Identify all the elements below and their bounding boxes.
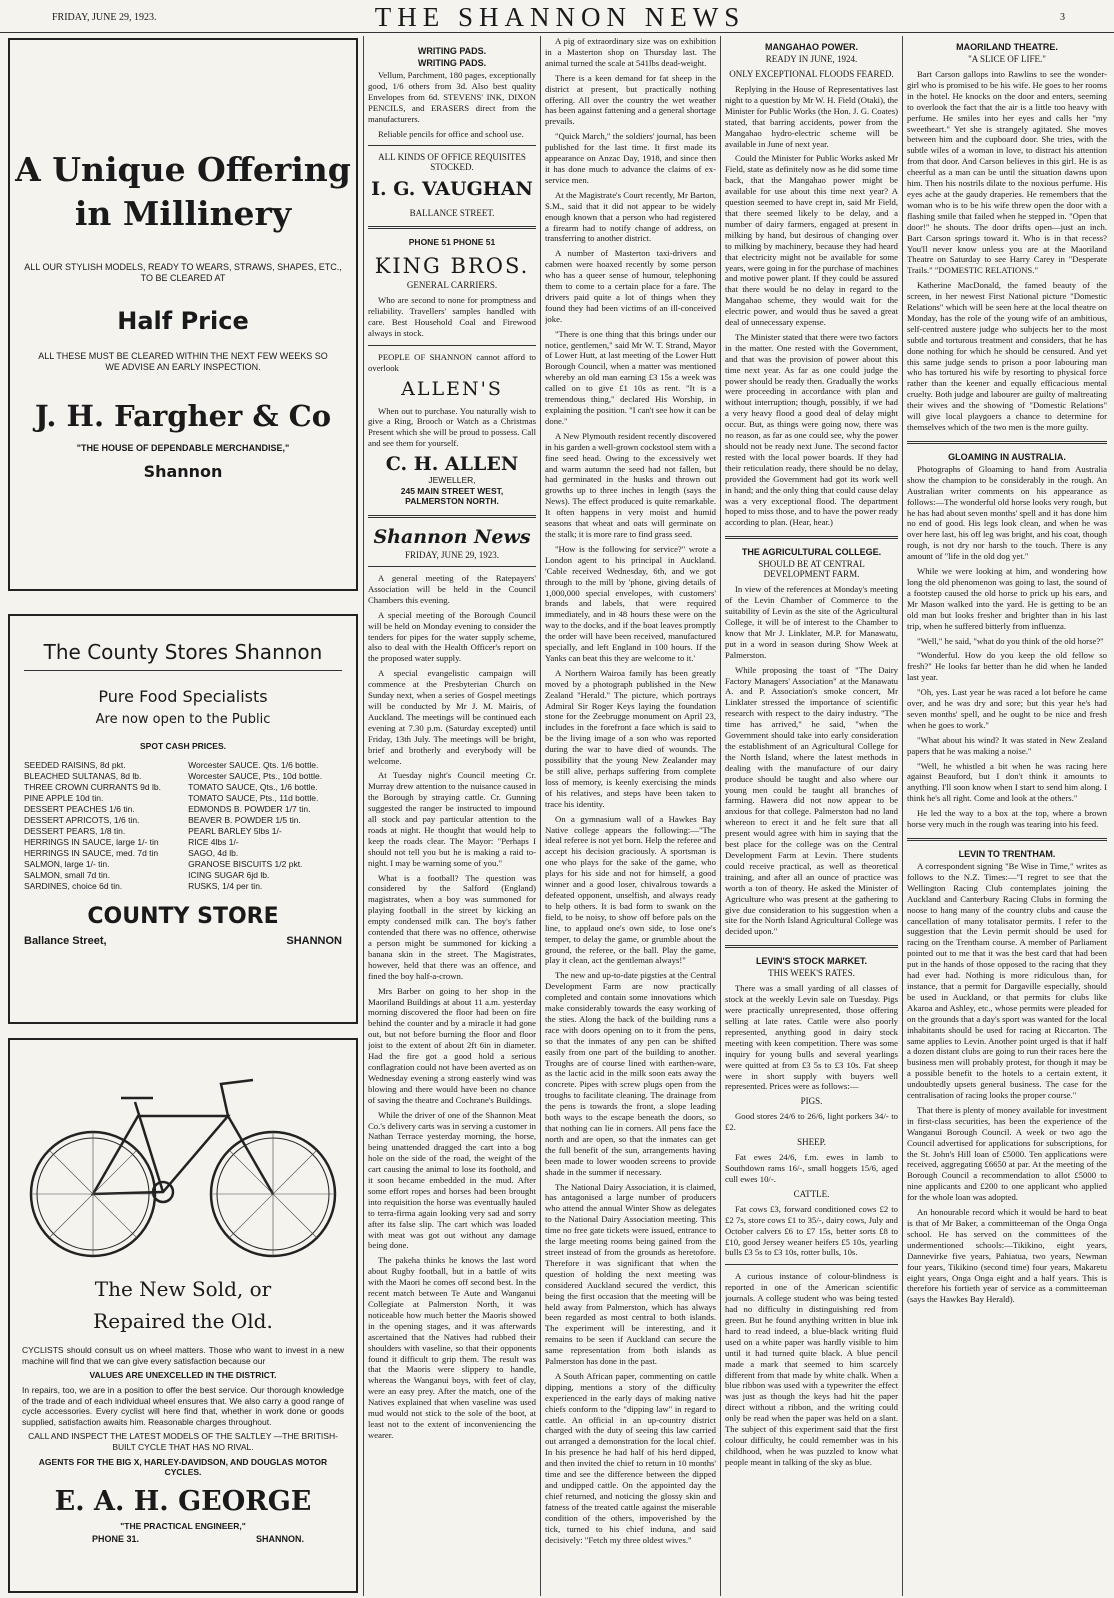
article-paragraph: While proposing the toast of "The Dairy Factory Managers' Association" at the Manawatu A. and P. Association's smoke concert, Mr Linklater stressed the importance of scientific research with respect to the dairy industry. "The time has arrived," he said, "when the Government should take into early consideration the establishment of an Agricultural College for the North Island, where the latest methods in dealing with the manufacture of our dairy produce should be taught and also where our young men could be taught all branches of farming. Hawera did not now appear to be anxious for that college. Palmerston had no land whereon to erect it and he felt sure that all present would agree with him in saying that the best place for the college was on the Central Development Farm at Levin. There students could receive practical, as well as theoretical training, and after all an ounce of practice was worth a ton of theory. He asked the Minister of Agriculture who was present at the gathering to give due consideration to his suggestion when a site for the North Island Agricultural College was decided upon." <box>725 664 898 937</box>
news-paragraph: The pakeha thinks he knows the last word about Rugby football, but in a battle of wits with the Maori he comes off second best. In the recent match between Te Aute and Wanganui Collegiate at Palmerston North, it was noticeable how much better the Maoris showed in the opening stages, and it was afterwards ascertained that the Natives had rubbed their shoulders with vaseline, so that their opponents found it difficult to grip them. The result was that the Maoris were slippery to handle, whereas the Wanganui boys, with feet of clay, were an easy prey. After the match, one of the Natives explained that when vaseline was used mud would not stick to the sole of the boot, at least not to the extent of inconveniencing the wearer. <box>368 1255 536 1440</box>
colour-blindness-article: A curious instance of colour-blindness is reported in one of the American scientific journals. A college student who was being tested had no difficulty in distinguishing red from green. But he found anything written in blue ink hard to read indeed, a blue-black writing fluid used on a white paper was hardly visible to him until it had turned quite black. A blue pencil made a mark that seemed to him scarcely different from that made by white chalk. When a blue ribbon was used with a typewriter the effect was just as though the keys had hit the paper direct without a ribbon, and the writing could only be read when the paper was held on a slant. The subject of this experiment said that the first colour difficulty, he could remember was in his childhood, when he was puzzled to know what people meant in talking of the sky as blue. <box>725 1271 898 1467</box>
ad-county-store-name: COUNTY STORE <box>87 903 279 929</box>
news-paragraph: A special meeting of the Borough Council will be held on Monday evening to consider the tenders for pipes for the water supply scheme, also to deal with the Health Officer's report on the proposed water supply. <box>368 609 536 664</box>
ad-millinery-heading-2: in Millinery <box>74 194 292 233</box>
price-item-right: RUSKS, 1/4 per tin. <box>188 881 263 892</box>
article-paragraph: "What about his wind? It was stated in New Zealand papers that he was making a noise." <box>907 734 1107 756</box>
newspaper-title: THE SHANNON NEWS <box>374 2 746 32</box>
ad-george-p3: CALL AND INSPECT THE LATEST MODELS OF THE SALTLEY —THE BRITISH-BUILT CYCLE THAT HAS NO RIVAL. <box>28 1431 338 1452</box>
page-number: 3 <box>1060 12 1065 23</box>
allen-firm: C. H. ALLEN <box>385 453 519 476</box>
trentham-article <box>907 861 1107 1305</box>
article-paragraph: In view of the references at Monday's meeting of the Levin Chamber of Commerce to the suitability of Levin as the site of the Agricultural College, it will be of interest to the Chamber to know that Mr J. Linklater, M.P. for Manawatu, put in a word in season during Show Week at Palmerston. <box>725 584 898 660</box>
vaughan-street: BALLANCE STREET. <box>409 208 495 219</box>
writing-pads-title-1: WRITING PADS. <box>417 46 487 56</box>
price-row <box>24 804 342 815</box>
ad-county-title: The County Stores Shannon <box>24 640 342 671</box>
theatre-sub: "A SLICE OF LIFE." <box>968 54 1046 64</box>
price-item-right: GRANOSE BISCUITS 1/2 pkt. <box>188 859 303 870</box>
ad-george-agents: AGENTS FOR THE BIG X, HARLEY-DAVIDSON, AND DOUGLAS MOTOR CYCLES. <box>38 1456 328 1478</box>
ad-millinery-half-price: Half Price <box>117 306 249 335</box>
price-item-right: BEAVER B. POWDER 1/5 tin. <box>188 815 301 826</box>
price-item-left: DESSERT PEACHES 1/6 tin. <box>24 804 135 815</box>
vaughan-name: I. G. VAUGHAN <box>371 178 533 201</box>
price-item-right: Worcester SAUCE, Pts., 10d bottle. <box>188 771 323 782</box>
writing-pads-body: Vellum, Parchment, 180 pages, exceptionally good, 1/6 others from 3d. Also best quality Envelopes from 6d. STEVENS' INK, DIXON PENCILS, and ERASERS direct from the manufacturers. <box>368 70 536 124</box>
ad-george-heading-2: Repaired the Old. <box>93 1309 273 1333</box>
article-paragraph: He led the way to a box at the top, where a brown horse very much in the rough was tearing into his feed. <box>907 808 1107 830</box>
column-rule <box>363 36 364 1596</box>
column-4 <box>725 36 898 1596</box>
column-rule <box>902 36 903 1596</box>
news-paragraph: While the driver of one of the Shannon Meat Co.'s delivery carts was in serving a customer in Nathan Terrace yesterday morning, the horse, being unattended dragged the cart into a bog hole on the side of the road, the weight of the cart causing the animal to lose its foothold, and it soon became embedded in the mud. After some effort ropes and horses had been brought into requisition the horse was eventually hauled to terra-firma again looking very sad and sorry after its false slip. The cart which was loaded with meat was got out without any damage being done. <box>368 1109 536 1251</box>
article-paragraph: While we were looking at him, and wondering how long the old phenomenon was going to last, the sound of a footstep caused the old horse to prick up his ears, and Mr Mason walked into the yard. He is getting to be an old man but looks fresher and brighter than in his last trip, when he suffered bitterly from influenza. <box>907 566 1107 631</box>
sheep-heading: SHEEP. <box>797 1137 826 1148</box>
allens-name: ALLEN'S <box>401 377 503 400</box>
allen-address-1: 245 MAIN STREET WEST, <box>400 485 504 496</box>
price-list <box>24 760 342 892</box>
gloaming-article <box>907 464 1107 830</box>
news-paragraph: The new and up-to-date pigsties at the Central Development Farm are now practically completed and contain some innovations which make considerably towards the easy working of the sties. Along the back of the building runs a race with doors opening on to it from the pens, so that the inmates of any pen can be shifted easily from one part of the building to another. Troughs are of course lined with earthen-ware, as the lactic acid in the milk soon eats away the concrete. Pipes with screw plugs open from the troughs to facilitate cleaning. The drainage from the pens is towards the front, a slope leading both ways to the escape beneath the doors, so that nothing can lie in corners. All pens face the north and are open, so that the inmates can get the full benefit of the sun, arrangements having been made to lower wooden screens to provide shade in the summer if necessary. <box>545 970 716 1177</box>
news-paragraphs <box>545 36 716 1545</box>
news-paragraph: A number of Masterton taxi-drivers and cabmen were hoaxed recently by some person who has a queer sense of humour, telephoning them to come to a certain place for a fare. The drivers paid quite a lot of things when they found they had been victims of an ill-conceived joke. <box>545 248 716 324</box>
king-bros-body: Who are second to none for promptness and reliability. Travellers' samples handled with care. Best Household Coal and Firewood always in stock. <box>368 295 536 338</box>
writing-pads-title-2: WRITING PADS. <box>417 58 487 68</box>
ad-millinery-heading-1: A Unique Offering <box>15 150 351 189</box>
ad-county-town: SHANNON <box>286 934 342 947</box>
news-paragraph: At Tuesday night's Council meeting Cr. Murray drew attention to the nuisance caused in the Borough by straying cattle. Cr. Gunning suggested the ranger be instructed to impound all stock and pay particular attention to the roads at night. He thought that would help to keep the roads clear. The Mayor: "Perhaps I should not tell you but he is making a raid to-night. I may be warning some of you." <box>368 770 536 868</box>
news-paragraph: On a gymnasium wall of a Hawkes Bay Native college appears the following:—"The ideal referee is not yet born. Help the referee and accept his decision graciously. A sportsman is one who plays for the sake of the game, who plays for his side and not for himself, a good winner and a good loser, chivalrous towards a defeated opponent, unselfish, and always ready to help others. It is bad form to swank on the field, to be noisy, to show off before pals on the line, to applaud one's own side, to lose one's temper, to delay the game, or grumble about the ground, the referee, or the ball. Play the game, play it clean, act the gentleman always!" <box>545 813 716 966</box>
nameplate: Shannon News <box>373 526 531 548</box>
pigs-heading: PIGS. <box>800 1096 823 1107</box>
article-paragraph: "Well," he said, "what do you think of the old horse?" <box>917 635 1104 646</box>
allen-address-2: PALMERSTON NORTH. <box>405 496 499 507</box>
price-item-right: RICE 4lbs 1/- <box>188 837 239 848</box>
column-3 <box>545 36 716 1596</box>
article-paragraph: An honourable record which it would be hard to beat is that of Mr Baker, a committeeman of the Onga Onga school. He has served on the committees of the undermentioned schools:—Tikikino, eight years, Dannevirke five years, Pahiatua, two years, Newman four years, Tikikino (second time) four years, Makaretu eight years, Onga Onga eight and a half years. This is therefore his fortieth year of service as a committeeman (says the Hawkes Bay Herald). <box>907 1207 1107 1305</box>
news-paragraph: Mrs Barber on going to her shop in the Maoriland Buildings at about 11 a.m. yesterday morning discovered the floor had been on fire behind the counter and by a miracle it had gone out, but not before burning the floor and floor joist to the extent of about 2ft 6in in diameter. Had the fire got a good hold a serious conflagration could not have been averted as on Wednesday evening a strong easterly wind was blowing and there would have been no chance of saving the theatre and Cochrane's Buildings. <box>368 985 536 1105</box>
ad-county-street: Ballance Street, <box>24 934 107 947</box>
article-paragraph: Replying in the House of Representatives last night to a question by Mr W. H. Field (Otaki), the Minister for Public Works (the Hon. J. G. Coates) stated, that barring accidents, power from the Mangahao hydro-electric scheme will be available in June of next year. <box>725 84 898 149</box>
column-5 <box>907 36 1107 1596</box>
price-item-left: HERRINGS IN SAUCE, med. 7d tin <box>24 848 159 859</box>
agricultural-college-heading: THE AGRICULTURAL COLLEGE. <box>741 547 882 558</box>
news-paragraph: A South African paper, commenting on cattle dipping, mentions a story of the difficulty experienced in the early days of making native chiefs conform to the "dipping law" in regard to cattle. An official in an up-country district charged with the duty of seeing this law carried out arranged a demonstration for the local chief. In his presence he had half of his herd dipped, and then invited the chief to return in 10 months' time and see the difference between the dipped and undipped cattle. On the appointed day the chief returned, and noticing the glossy skin and fatness of the treated cattle against the miserable condition of the others, impoverished by the tick, turned to his chief induna, and said decisively: "Fetch my three oldest wives." <box>545 1370 716 1545</box>
ad-george-p2: In repairs, too, we are in a position to offer the best service. Our thorough knowledge of the trade and of each individual wheel ensures that. We also carry a good range of cycle accessories. Every cyclist will here find that, whether in work done or goods supplied, satisfaction awaits him. Reasonable charges throughout. <box>22 1384 344 1427</box>
ad-millinery <box>8 38 358 591</box>
allen-jeweller: JEWELLER, <box>428 475 476 486</box>
office-requisites: ALL KINDS OF OFFICE REQUISITES STOCKED. <box>378 152 526 173</box>
price-item-left: SARDINES, choice 6d tin. <box>24 881 123 892</box>
news-paragraph: A special evangelistic campaign will commence at the Presbyterian Church on Sunday next, when a series of Gospel meetings will be conducted by Mr J. M. Mairis, of Auckland. The meetings will be continued each evening at 7.30 p.m. (Saturday excepted) until Friday, 13th July. The meetings will be bright, brief and brotherly and everybody will be welcome. <box>368 668 536 766</box>
stock-market-sub: THIS WEEK'S RATES. <box>768 968 855 979</box>
ad-county-spot-cash: SPOT CASH PRICES. <box>140 741 226 751</box>
price-item-left: BLEACHED SULTANAS, 8d lb. <box>24 771 142 782</box>
news-paragraph: A New Plymouth resident recently discovered in his garden a well-grown cockstool stem with a fine seed head. Owing to the excessively wet and warm autumn the seed had not fallen, but had germinated in the husks and thrown out growths up to three inches in length (says the News). The effect produced is quite remarkable. It often happens in very moist and humid seasons that wheat and oats will germinate on the stalk; it is more rare to find grass seed. <box>545 430 716 539</box>
ad-millinery-tagline: "THE HOUSE OF DEPENDABLE MERCHANDISE," <box>76 443 290 453</box>
ad-george-values: VALUES ARE UNEXCELLED IN THE DISTRICT. <box>89 1370 277 1381</box>
price-item-right: TOMATO SAUCE, Qts., 1/6 bottle. <box>188 782 318 793</box>
ad-george-p1: CYCLISTS should consult us on wheel matters. Those who want to invest in a new machine will find that we can give every satisfaction because our <box>22 1345 344 1366</box>
local-news-list <box>368 573 536 1441</box>
agricultural-college-article <box>725 584 898 937</box>
ad-county-sub2: Are now open to the Public <box>95 712 271 727</box>
price-row <box>24 848 342 859</box>
column-rule <box>540 36 541 1596</box>
price-item-right: TOMATO SAUCE, Pts., 11d bottle. <box>188 793 319 804</box>
mangahao-article <box>725 84 898 528</box>
mangahao-sub-2: ONLY EXCEPTIONAL FLOODS FEARED. <box>729 69 894 79</box>
king-bros-name: KING BROS. <box>374 254 530 279</box>
article-paragraph: That there is plenty of money available for investment in first-class securities, has been the experience of the Wanganui Borough Council. A week or two ago the Council advertised for applications for subscriptions, for the St. John's Hill loan of £5000. Ten applications were received, aggregating £6650 at par. At the meeting of the Borough Council a recommendation to allot £5000 to nine applicants and £200 to one applicant who applied for the whole loan was adopted. <box>907 1104 1107 1203</box>
news-paragraph: "How is the following for service?" wrote a London agent to his principal in Auckland. 'Cable received Wednesday, 6th, and we got through to the mill by 'phone, giving details of 1,000,000 special envelopes, with customers' brands and labels, that were required immediately, and in 48 hours these were on the way to the docks, and if the boat leaves promptly the order will have been received, manufactured specially, and left England in 100 hours. If the Yanks can beat this they are welcome to it.' <box>545 543 716 663</box>
news-paragraph: The National Dairy Association, it is claimed, has antagonised a large number of producers who attend the annual Winter Show as delegates to the National Dairy Association meeting. This time no free gate tickets were issued, entrance to the large meeting rooms being gained from the street instead of from the grounds as heretofore. Therefore it was significant that when the question of holding the next meeting was considered Auckland secured the verdict, this being the first occasion that the meeting will be held away from Palmerston, which has always been regarded as most central to both islands. The experiment will be interesting, and it remains to be seen if Auckland can secure the same representation from both islands as Palmerston has done in the past. <box>545 1181 716 1367</box>
king-bros-sub: GENERAL CARRIERS. <box>406 280 498 291</box>
ad-millinery-note: ALL THESE MUST BE CLEARED WITHIN THE NEXT FEW WEEKS SO WE ADVISE AN EARLY INSPECTION. <box>38 350 328 372</box>
writing-pads-body-2: Reliable pencils for office and school use. <box>378 128 524 139</box>
price-row <box>24 870 342 881</box>
issue-date: FRIDAY, JUNE 29, 1923. <box>52 12 157 23</box>
article-paragraph: There was a small yarding of all classes of stock at the weekly Levin sale on Tuesday. Pigs were practically unrepresented, those offering selling at late rates. Cattle were also poorly represented, anything good in dairy stock meeting with keen competition. There was some inquiry for young bulls and several yearlings were quitted at from £3 5s to £3 10s. Fat sheep were in short supply with buyers well represented. Prices were as follows:— <box>725 983 898 1092</box>
price-row <box>24 826 342 837</box>
cattle-heading: CATTLE. <box>793 1188 830 1199</box>
ad-george-tagline: "THE PRACTICAL ENGINEER," <box>120 1520 246 1531</box>
ad-george-phone: PHONE 31. <box>92 1533 140 1544</box>
news-paragraph: A Northern Wairoa family has been greatly moved by a photograph published in the New Zealand "Herald." The picture, which portrays Admiral Sir Roger Keys laying the foundation stone for the Zeebrugge monument on April 23, includes in the forefront a face which is said to be the living image of a son who was reported during the war to have died of wounds. The possibility that the young New Zealander may be still alive, perhaps suffering from complete loss of memory, is keenly exercising the minds of his relatives, and steps have been taken to trace his identity. <box>545 667 716 809</box>
price-item-right: PEARL BARLEY 5lbs 1/- <box>188 826 282 837</box>
article-paragraph: Bart Carson gallops into Rawlins to see the wonder-girl who is promised to be his wife. He goes to her rooms in the hotel. He knocks on the door and enters, seeming to overlook the fact that the air is a little too heavy with perfume. He smiles into her eyes and calls her "my sweetheart." Yet she is strangely agitated. She moves between him and the cupboard door. She tries, with the subtle wiles of a woman in love, to distract his attention from that door. And Carson believes in this girl. He is as cheerful as a man can be until the situation dawns upon him. Then his nostrils dilate to the noxious perfume. His eyes ache at the gaudy draperies. He remembers that the woman who is to be his wife threw open the door with a flashing smile that failed when he stepped in. "Open that door!" he shouts. The door drifts open—just an inch. Bart Carson springs toward it. Who is in that recess? You'll never know unless you are at the Maoriland Theatre on Saturday to see Harry Carey in "Desperate Trails." "DOMESTIC RELATIONS." <box>907 69 1107 276</box>
king-phone: PHONE 51 PHONE 51 <box>408 237 496 248</box>
price-item-right: EDMONDS B. POWDER 1/7 tin. <box>188 804 311 815</box>
pigs-rates: Good stores 24/6 to 26/6, light porkers 34/- to £2. <box>725 1111 898 1133</box>
mangahao-sub: READY IN JUNE, 1924. <box>765 54 858 64</box>
ad-millinery-firm: J. H. Fargher & Co <box>34 399 332 433</box>
article-paragraph: "Wonderful. How do you keep the old fellow so fresh?" He looks far better than he did when he landed last year. <box>907 650 1107 683</box>
price-item-right: ICING SUGAR 6jd lb. <box>188 870 270 881</box>
news-paragraph: At the Magistrate's Court recently, Mr Barton, S.M., said that it did not appear to be widely enough known that a person who had registered a firearm had to notify change of address, on transferring to another district. <box>545 189 716 244</box>
stock-market-heading: LEVIN'S STOCK MARKET. <box>756 956 867 967</box>
price-row <box>24 782 342 793</box>
stock-market-article <box>725 983 898 1092</box>
ad-george-cycles <box>8 1038 358 1593</box>
price-row <box>24 793 342 804</box>
news-paragraph: There is a keen demand for fat sheep in the district at present, but practically nothing offering. All over the country the wet weather has been against fattening and a general shortage prevails. <box>545 72 716 127</box>
ad-george-town: SHANNON. <box>255 1533 304 1544</box>
price-row <box>24 815 342 826</box>
news-paragraph: A general meeting of the Ratepayers' Association will be held in the Council Chambers this evening. <box>368 573 536 605</box>
ad-millinery-town: Shannon <box>143 462 223 482</box>
nameplate-date: FRIDAY, JUNE 29, 1923. <box>404 550 500 560</box>
theatre-article <box>907 69 1107 433</box>
price-row <box>24 771 342 782</box>
column-rule <box>720 36 721 1596</box>
allens-intro: PEOPLE OF SHANNON cannot afford to overlook <box>368 351 536 373</box>
trentham-heading: LEVIN TO TRENTHAM. <box>958 849 1056 859</box>
price-item-left: SALMON, large 1/- tin. <box>24 859 110 870</box>
column-2 <box>368 36 536 1596</box>
price-item-right: Worcester SAUCE. Qts. 1/6 bottle. <box>188 760 319 771</box>
price-item-right: SAGO, 4d lb. <box>188 848 239 859</box>
price-item-left: THREE CROWN CURRANTS 9d lb. <box>24 782 161 793</box>
article-paragraph: Could the Minister for Public Works asked Mr Field, state as definitely now as he did some time back, that the Mangahao power might be available for use about this time next year? A question seemed to have crept in, said Mr Field, that there seemed likely to be delay, and a number of dairy farmers, engaged at present in milking by hand, but desirous of changing over to milking by machinery, because they had heard that electricity might not be available for some years, were going in for the purchase of machines and motive power plant. If they could be assured that there would be no delay in regard to the Mangahao scheme, they would wait for the electric power, and would thus be saved a great deal of unnecessary expense. <box>725 153 898 328</box>
masthead <box>0 0 1114 33</box>
theatre-heading: MAORILAND THEATRE. <box>956 42 1058 52</box>
bicycle-illustration <box>23 1054 343 1269</box>
price-item-left: SEEDED RAISINS, 8d pkt. <box>24 760 126 771</box>
price-row <box>24 881 342 892</box>
price-item-left: DESSERT PEARS, 1/8 tin. <box>24 826 126 837</box>
price-item-left: HERRINGS IN SAUCE, large 1/- tin <box>24 837 159 848</box>
news-paragraph: What is a football? The question was considered by the Salford (England) magistrates, when a boy was summoned for playing football in the street by kicking an empty condensed milk can. The boy's father contended that there was no offence, otherwise a person might be summoned for kicking a banana skin in the street. The Magistrates, however, held that there was an offence, and fined the boy half-a-crown. <box>368 872 536 981</box>
price-item-left: PINE APPLE 10d tin. <box>24 793 104 804</box>
news-paragraph: "Quick March," the soldiers' journal, has been published for the last time. It first made its appearance on Anzac Day, 1918, and since then it has done much to advance the claims of ex-service men. <box>545 131 716 185</box>
news-paragraph: "There is one thing that this brings under our notice, gentlemen," said Mr W. T. Strand, Mayor of Lower Hutt, at last meeting of the Lower Hutt Borough Council, when a matter was mentioned whereby an old man earning £3 15s a week was called on to give £1 10s as rent. "It is a tremendous thing," declared His Worship, in explaining the position. "I can't see how it can be done." <box>545 328 716 426</box>
ad-county-stores <box>8 614 358 1024</box>
article-paragraph: Photographs of Gloaming to hand from Australia show the champion to be considerably in the rough. An Australian writer comments on his appearance as follows:—The wonderful old horse looks very rough, but he has had about seven months' spell and it has done him no end of good. His legs look clean, and when he was over here last, his off leg was bright, and his coat, though rough, is not dry nor harsh to the touch. There is any amount of "life in the old dog yet." <box>907 463 1107 562</box>
news-paragraph: A pig of extraordinary size was on exhibition in a Masterton shop on Thursday last. The animal turned the scale at 541lbs dead-weight. <box>545 36 716 68</box>
sheep-rates: Fat ewes 24/6, f.m. ewes in lamb to Southdown rams 16/-, small hoggets 15/6, aged cull ewes 10/-. <box>725 1152 898 1184</box>
article-paragraph: Katherine MacDonald, the famed beauty of the screen, in her newest First National picture "Domestic Relations" which will be seen here at the local theatre on Monday, has the role of the young wife of an ambitious, self-centred austere judge who subjects her to the most subtle and torturous treatment and considers, that he has done nothing for which he should be censured. And yet this same judge sends to prison a poor labouring man who has tortured his wife by resorting to physical force rather than the keener and equally efficacious mental cruelty. Both judge and labourer are guilty of maltreating their wives and the showing of "Domestic Relations" will give local playgoers a chance to determine for themselves which of the two men is the more guilty. <box>907 280 1107 432</box>
price-item-left: DESSERT APRICOTS, 1/6 tin. <box>24 815 140 826</box>
mangahao-heading: MANGAHAO POWER. <box>765 42 858 52</box>
ad-county-sub1: Pure Food Specialists <box>98 687 268 706</box>
ad-george-heading-1: The New Sold, or <box>94 1277 272 1301</box>
gloaming-heading: GLOAMING IN AUSTRALIA. <box>948 451 1066 462</box>
article-paragraph: "Oh, yes. Last year he was raced a lot before he came over, and he was dry and sore; but this year he's had seven months' spell, and he ought to be nice and fresh when he goes to work." <box>907 687 1107 730</box>
price-row <box>24 859 342 870</box>
article-paragraph: "Well, he whistled a bit when he was racing here against Beauford, but I don't think it amounts to anything. I'll soon know when I start to send him along. I think he's all right. Come and look at the others." <box>907 760 1107 804</box>
ad-millinery-body: ALL OUR STYLISH MODELS, READY TO WEARS, STRAWS, SHAPES, ETC., TO BE CLEARED AT <box>24 262 342 284</box>
ad-george-firm: E. A. H. GEORGE <box>54 1485 312 1517</box>
price-row <box>24 760 342 771</box>
allens-body: When out to purchase. You naturally wish to give a Ring, Brooch or Watch as a Christmas Present which she will be proud to possess. Call and see them for yourself. <box>368 405 536 449</box>
article-paragraph: A correspondent signing "Be Wise in Time," writes as follows to the N.Z. Times:—"I regret to see that the Wellington Racing Club contemplates joining the Auckland and Canterbury Racing Clubs in forming the noose to hang many of the country clubs and cause the cancellation of many totalisator permits. I refer to the suggestion that the Levin permit should be used for racing on the Trentham course. A member of Parliament pointed out to me that it was the best card that had been put in the hands of those opposed to the racing that they had ever had. Nothing is more ridiculous than, for instance, that a permit for Dargaville especially, should be used in Auckland, or that permits for clubs like Akaroa and Ashley, etc., whose permits were pleaded for on the grounds that a day's sport was wanted for the local inhabitants should be used for racing at Riccarton. The same applies to Levin. Another point urged is that if half a dozen distant clubs are going to run their races here the business men will probably protest, for though it may be a possible benefit to the hotels to a certain extent, it undoubtedly upsets general business. The case for the centralisation of racing looks the proper course." <box>907 861 1107 1101</box>
cattle-rates: Fat cows £3, forward conditioned cows £2 to £2 7s, store cows £1 to 35/-, dairy cows, July and October calvers £6 to £7 15s, better sorts £8 to £10, good Jersey weaner heifers £5 10s, yearling bulls £3 5s to £3 10s, rotter bulls, 10s. <box>725 1203 898 1258</box>
agricultural-college-sub: SHOULD BE AT CENTRAL DEVELOPMENT FARM. <box>758 559 865 580</box>
article-paragraph: The Minister stated that there were two factors in the matter. One rested with the Government, and that was the provision of power about this time next year. As far as one could judge the power should be ready then. Gradually the works were proceeding in accordance with plan and without interruption; though, possibly, if we had a very heavy flood a good deal of delay might occur. But, as things were going now, there was no reason, as far as one could see, why the power should not be ready next June. The second factor rested with the local power boards. If they had their reticulation ready, there should be no delay, provided the Government had got its work well in hand; and the only thing that could cause delay was a very exceptional flood. The department hoped to miss those, and to have the power ready according to plan. (Hear, hear.) <box>725 331 898 528</box>
price-item-left: SALMON, small 7d tin. <box>24 870 110 881</box>
price-row <box>24 837 342 848</box>
